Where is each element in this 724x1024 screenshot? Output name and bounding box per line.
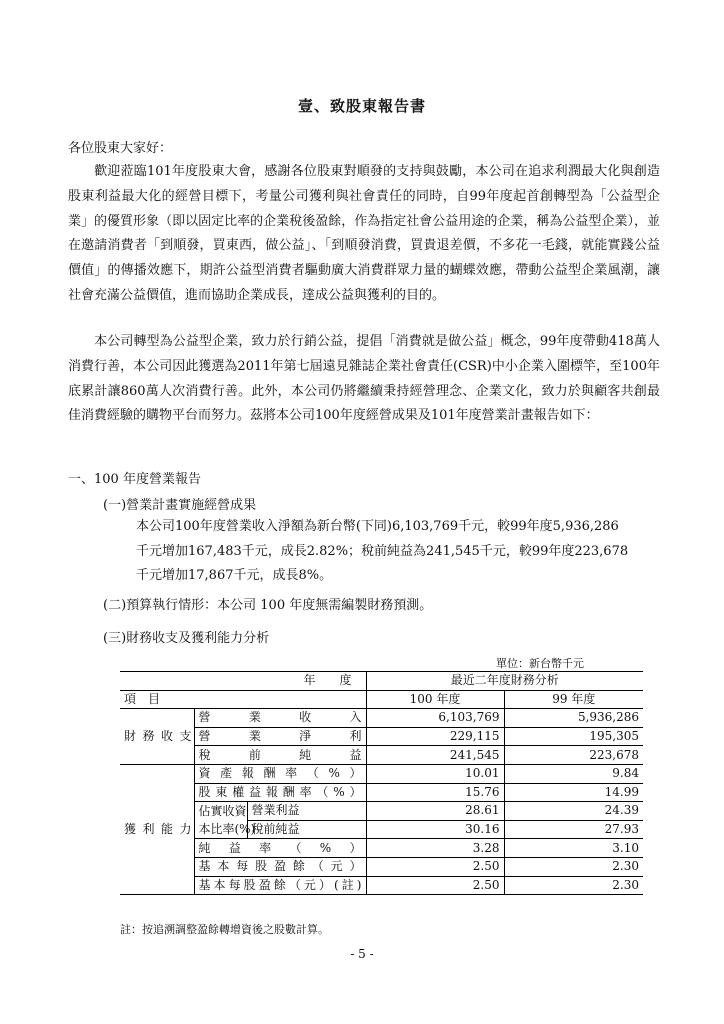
table-cell: 2.30 (504, 857, 643, 876)
table-cell: 10.01 (366, 764, 504, 783)
table-cell: 2.50 (366, 876, 504, 895)
paragraph-welcome-text: 歡迎蒞臨101年度股東大會，感謝各位股東對順發的支持與鼓勵，本公司在追求利潤最大化與創造股東利益最大化的經營目標下，考量公司獲利與社會責任的同時，自99年度起首創轉型為「公益型企業」的優質形象（即以固定比率的企業稅後盈餘，作為指定社會公益用途的企業，稱為公益型企業），並在邀請消費者「到順發，買東西，做公益」、「到順發消費，買貴退差價，不多花一毛錢，就能實踐公益價值」的傳播效應下，期許公益型消費者驅動廣大消費群眾力量的蝴蝶效應，帶動公益型企業風潮，讓社會充滿公益價值，進而協助企業成長，達成公益與獲利的目的。 (68, 164, 660, 303)
group-label-profitability: 獲利能力 (120, 764, 194, 894)
row-label: 股東權益報酬率（%） (194, 783, 366, 802)
table-cell: 24.39 (504, 802, 643, 821)
results-body (136, 515, 666, 589)
subsection-budget: (二)預算執行情形：本公司 100 年度無需編製財務預測。 (103, 598, 433, 613)
paragraph-transformation (68, 330, 660, 429)
table-cell: 5,936,286 (504, 709, 643, 728)
row-label: 純益率（%） (194, 839, 366, 858)
table-footnote: 註：按追溯調整盈餘轉增資後之股數計算。 (120, 923, 329, 936)
subsection-heading-analysis: (三)財務收支及獲利能力分析 (103, 631, 270, 646)
table-cell: 15.76 (366, 783, 504, 802)
row-label: 基本每股盈餘（元）(註) (194, 876, 366, 895)
row-label: 稅前純益 (194, 746, 366, 765)
table-cell: 241,545 (366, 746, 504, 765)
unit-label: 單位：新台幣千元 (496, 657, 584, 670)
row-label: 資產報酬率（%） (194, 764, 366, 783)
table-cell: 2.30 (504, 876, 643, 895)
group-label-finance: 財務收支 (120, 709, 194, 765)
item-header: 項 目 (120, 690, 366, 709)
paragraph-welcome (68, 160, 660, 309)
table-cell: 195,305 (504, 727, 643, 746)
section-heading-business-report: 一、100 年度營業報告 (68, 472, 201, 487)
table-cell: 27.93 (504, 820, 643, 839)
row-label: 稅前純益 (247, 820, 366, 839)
column-header-100: 100 年度 (366, 690, 504, 709)
results-line: 千元增加17,867千元，成長8%。 (136, 568, 333, 584)
row-label-capital-top: 佔實收資 (194, 802, 247, 821)
table-cell: 2.50 (366, 857, 504, 876)
table-cell: 28.61 (366, 802, 504, 821)
results-line: 本公司100年度營業收入淨額為新台幣(下同)6,103,769千元，較99年度5,936,286 (136, 519, 619, 534)
results-line: 千元增加167,483千元，成長2.82%；稅前純益為241,545千元，較99年度223,678 (136, 543, 629, 559)
table-cell: 30.16 (366, 820, 504, 839)
group-header: 最近二年度財務分析 (366, 672, 643, 691)
row-label: 營業利益 (247, 802, 366, 821)
column-header-99: 99 年度 (504, 690, 643, 709)
salutation: 各位股東大家好： (68, 141, 173, 156)
financial-analysis-table (120, 671, 643, 895)
table-cell: 14.99 (504, 783, 643, 802)
page-number: - 5 - (350, 947, 374, 961)
page-title: 壹、致股東報告書 (297, 97, 426, 115)
table-cell: 9.84 (504, 764, 643, 783)
year-header: 年 度 (120, 672, 366, 691)
row-label-capital-bottom: 本比率(%) (194, 820, 247, 839)
table-cell: 3.28 (366, 839, 504, 858)
subsection-heading-results: (一)營業計畫實施經營成果 (103, 498, 257, 513)
row-label: 營業收入 (194, 709, 366, 728)
table-cell: 223,678 (504, 746, 643, 765)
paragraph-transformation-text: 本公司轉型為公益型企業，致力於行銷公益，提倡「消費就是做公益」概念，99年度帶動418萬人消費行善，本公司因此獲選為2011年第七屆遠見雜誌企業社會責任(CSR)中小企業入圍標竿，至100年底累計讓860萬人次消費行善。此外，本公司仍將繼續秉持經營理念、企業文化，致力於與顧客共創最佳消費經驗的購物平台而努力。茲將本公司100年度經營成果及101年度營業計畫報告如下： (68, 334, 660, 424)
row-label: 營業淨利 (194, 727, 366, 746)
table-cell: 3.10 (504, 839, 643, 858)
table-cell: 6,103,769 (366, 709, 504, 728)
row-label: 基本每股盈餘（元） (194, 857, 366, 876)
table-cell: 229,115 (366, 727, 504, 746)
